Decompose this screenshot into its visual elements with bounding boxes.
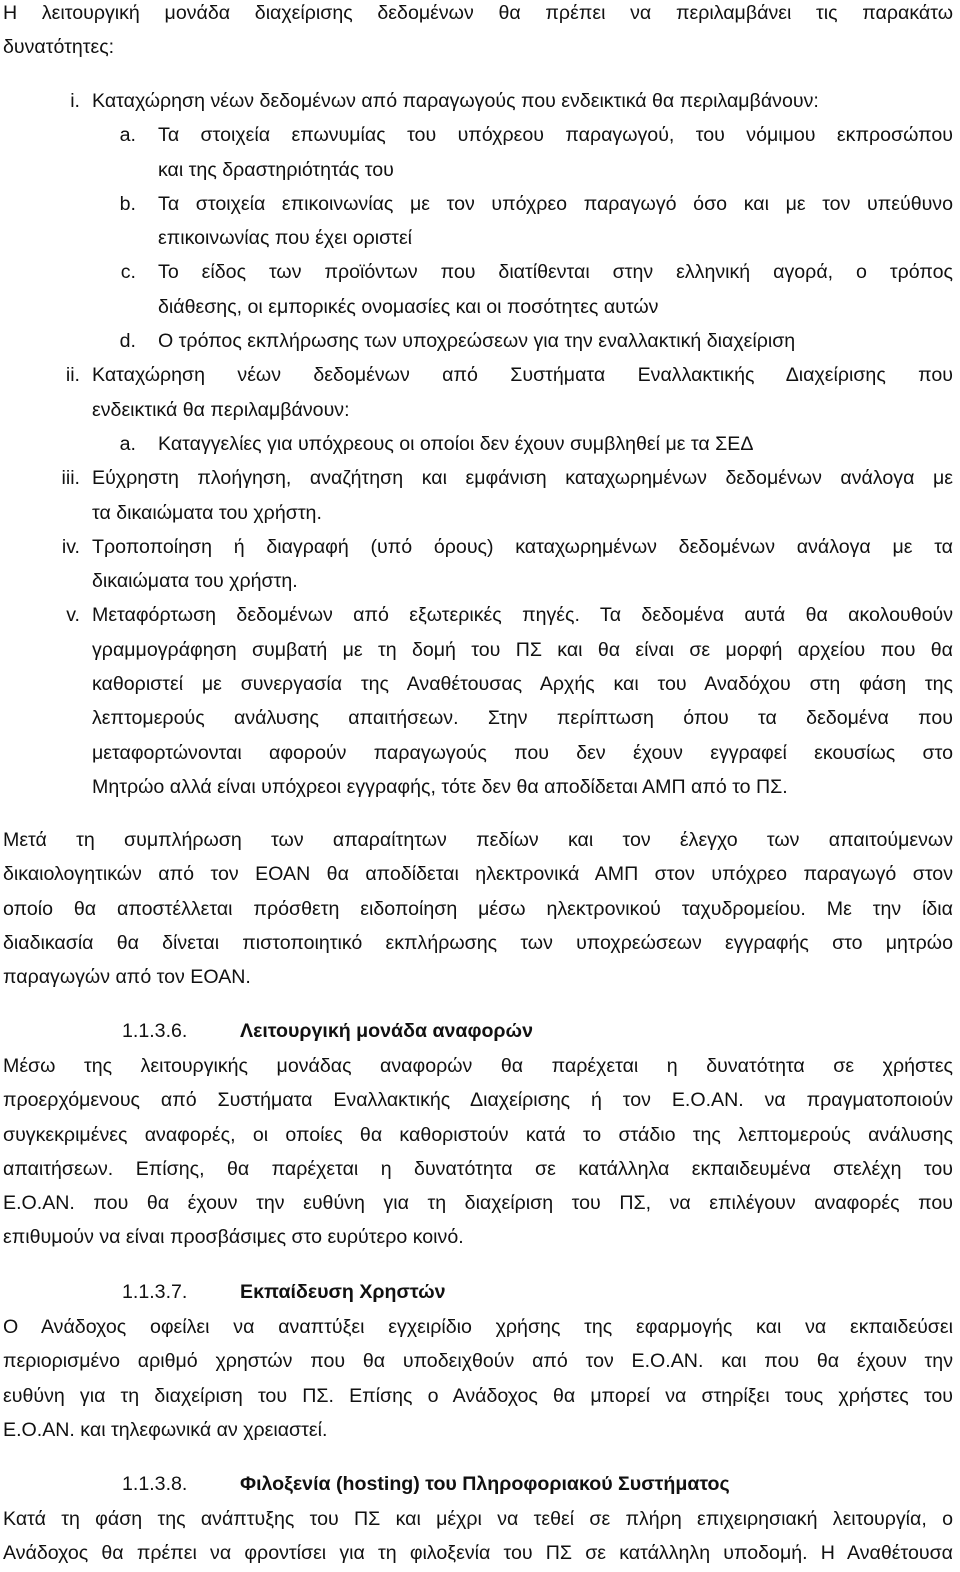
list-item-text: Καταχώρηση νέων δεδομένων από παραγωγούς που ενδεικτικά θα περιλαμβάνουν: [92, 90, 819, 112]
list-item-text: λεπτομερούς ανάλυσης απαιτήσεων. Στην περίπτωση όπου τα δεδομένα που [92, 707, 953, 730]
list-item [10, 530, 953, 599]
list-item-text: Καταχώρηση νέων δεδομένων από Συστήματα Εναλλακτικής Διαχείρισης που [92, 364, 953, 387]
paragraph-line: ευθύνη για τη διαχείριση του ΠΣ. Επίσης ο Ανάδοχος θα μπορεί να στηρίξει τους χρήστες του [3, 1384, 953, 1407]
sub-list-item-text: Τα στοιχεία επωνυμίας του υπόχρεου παραγωγού, του νόμιμου εκπροσώπου [158, 124, 953, 147]
list-item-text: γραμμογράφηση συμβατή με τη δομή του ΠΣ και θα είναι σε μορφή αρχείου που θα [92, 638, 953, 661]
section-paragraph [3, 1049, 953, 1255]
paragraph-line: Ο Ανάδοχος οφείλει να αναπτύξει εγχειρίδιο χρήσης της εφαρμογής και να εκπαιδεύσει [3, 1316, 953, 1338]
section-heading [0, 1275, 960, 1309]
section-number: 1.1.3.7. [122, 1281, 188, 1303]
list-item-number: iv. [61, 535, 80, 558]
list-item-text: Εύχρηστη πλοήγηση, αναζήτηση και εμφάνιση καταχωρημένων δεδομένων ανάλογα με [92, 467, 953, 490]
paragraph-line: παραγωγών από τον ΕΟΑΝ. [3, 966, 251, 989]
list-item-text: καθοριστεί με συνεργασία της Αναθέτουσας Αρχής και του Αναδόχου στη φάση της [92, 673, 953, 696]
sub-list-item-text: επικοινωνίας που έχει οριστεί [158, 227, 413, 250]
section-heading [0, 1014, 960, 1048]
sub-list-item [0, 118, 953, 187]
sub-list-item-number: a. [119, 124, 136, 147]
section-number: 1.1.3.8. [122, 1473, 188, 1495]
paragraph-line: Ανάδοχος θα πρέπει να φροντίσει για τη φιλοξενία του ΠΣ σε κατάλληλη υποδομή. Η Αναθέτουσα [3, 1542, 953, 1565]
paragraph-line: Ε.Ο.ΑΝ. και τηλεφωνικά αν χρειαστεί. [3, 1418, 328, 1441]
list-item-text: ενδεικτικά θα περιλαμβάνουν: [92, 398, 350, 421]
paragraph-line: περιορισμένο αριθμό χρηστών που θα υποδειχθούν από τον Ε.Ο.ΑΝ. και που θα έχουν την [3, 1350, 953, 1373]
list-item [10, 461, 953, 530]
paragraph-line: συγκεκριμένες αναφορές, οι οποίες θα καθοριστούν κατά το στάδιο της λεπτομερούς ανάλυσης [3, 1123, 953, 1146]
paragraph-line: Κατά τη φάση της ανάπτυξης του ΠΣ και μέχρι να τεθεί σε πλήρη επιχειρησιακή λειτουργία, ο [3, 1508, 953, 1530]
paragraph-line: διαδικασία θα δίνεται πιστοποιητικό εκπλήρωσης των υποχρεώσεων εγγραφής στο μητρώο [3, 931, 953, 954]
list-item-text: Τροποποίηση ή διαγραφή (υπό όρους) καταχωρημένων δεδομένων ανάλογα με τα [92, 535, 953, 558]
sub-list-item-text: Το είδος των προϊόντων που διατίθενται στην ελληνική αγορά, ο τρόπος [158, 261, 953, 284]
list-item-number: iii. [61, 467, 80, 490]
sub-list-item-number: d. [119, 330, 136, 353]
sub-list-item-text: Ο τρόπος εκπλήρωσης των υποχρεώσεων για την εναλλακτική διαχείριση [158, 330, 796, 353]
paragraph-line: Μέσω της λειτουργικής μονάδας αναφορών θα παρέχεται η δυνατότητα σε χρήστες [3, 1055, 953, 1077]
paragraph-line: Ε.Ο.ΑΝ. που θα έχουν την ευθύνη για τη διαχείριση του ΠΣ, να επιλέγουν αναφορές που [3, 1192, 953, 1215]
section-heading [0, 1467, 960, 1501]
sub-list-item-text: και της δραστηριότητάς του [158, 158, 394, 181]
sub-list-item-number: a. [119, 432, 136, 455]
list-item [10, 84, 953, 118]
paragraph-line: προερχόμενους από Συστήματα Εναλλακτικής Διαχείρισης ή τον Ε.Ο.ΑΝ. να πραγματοποιούν [3, 1089, 953, 1112]
sub-list-item-number: c. [120, 261, 136, 284]
registration-paragraph [3, 823, 953, 994]
intro-line: Η λειτουργική μονάδα διαχείρισης δεδομένων θα πρέπει να περιλαμβάνει τις παρακάτω [3, 2, 953, 24]
sub-list-item [0, 255, 953, 324]
intro-paragraph [3, 0, 953, 65]
list-item-text: δικαιώματα του χρήστη. [92, 570, 298, 593]
section-title: Λειτουργική μονάδα αναφορών [240, 1020, 533, 1042]
list-item-text: Μεταφόρτωση δεδομένων από εξωτερικές πηγές. Τα δεδομένα αυτά θα ακολουθούν [92, 604, 953, 627]
list-item-number: ii. [65, 364, 80, 387]
list-item-number: i. [70, 90, 80, 112]
sub-list-item [0, 427, 953, 461]
list-item [10, 598, 953, 804]
paragraph-line: δικαιολογητικών από τον ΕΟΑΝ θα αποδίδεται ηλεκτρονικά ΑΜΠ στον υπόχρεο παραγωγό στον [3, 863, 953, 886]
sub-list-item-text: Καταγγελίες για υπόχρεους οι οποίοι δεν έχουν συμβληθεί με τα ΣΕΔ [158, 432, 754, 455]
paragraph-line: Μετά τη συμπλήρωση των απαραίτητων πεδίων και τον έλεγχο των απαιτούμενων [3, 829, 953, 851]
paragraph-line: επιθυμούν να είναι προσβάσιμες στο ευρύτερο κοινό. [3, 1226, 464, 1249]
list-item [10, 358, 953, 427]
sub-list-item-number: b. [119, 192, 136, 215]
capabilities-list [10, 84, 953, 804]
section-title: Φιλοξενία (hosting) του Πληροφοριακού Συστήματος [240, 1473, 730, 1495]
paragraph-line: απαιτήσεων. Επίσης, θα παρέχεται η δυνατότητα σε κατάλληλα εκπαιδευμένα στελέχη του [3, 1157, 953, 1180]
list-item-number: v. [66, 604, 80, 627]
section-paragraph [3, 1502, 953, 1571]
section-paragraph [3, 1310, 953, 1447]
paragraph-line: οποίο θα αποστέλλεται πρόσθετη ειδοποίηση μέσω ηλεκτρονικού ταχυδρομείου. Με την ίδια [3, 897, 953, 920]
list-item-text: τα δικαιώματα του χρήστη. [92, 501, 322, 524]
intro-line: δυνατότητες: [3, 36, 115, 59]
sub-list-item-text: Τα στοιχεία επικοινωνίας με τον υπόχρεο παραγωγό όσο και με τον υπεύθυνο [158, 192, 953, 215]
sub-list-item [0, 324, 953, 358]
sub-list-item [0, 187, 953, 256]
list-item-text: μεταφορτώνονται αφορούν παραγωγούς που δεν έχουν εγγραφεί εκουσίως στο [92, 741, 953, 764]
section-title: Εκπαίδευση Χρηστών [240, 1281, 446, 1303]
sub-list-item-text: διάθεσης, οι εμπορικές ονομασίες και οι ποσότητες αυτών [158, 295, 659, 318]
section-number: 1.1.3.6. [122, 1020, 188, 1042]
list-item-text: Μητρώο αλλά είναι υπόχρεοι εγγραφής, τότε δεν θα αποδίδεται ΑΜΠ από το ΠΣ. [92, 775, 788, 798]
